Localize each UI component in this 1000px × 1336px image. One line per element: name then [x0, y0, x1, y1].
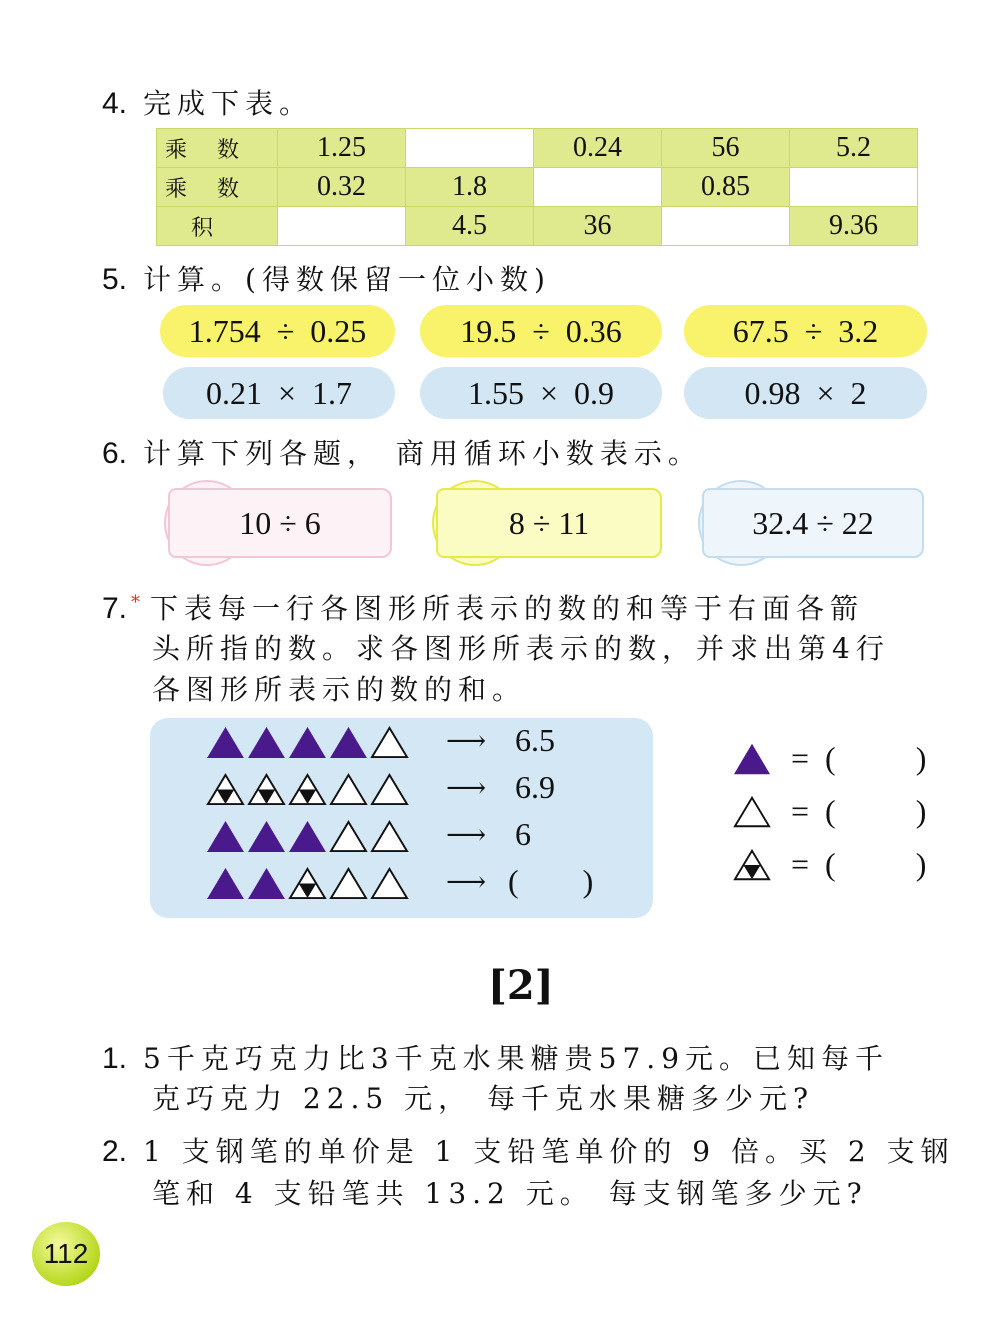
shape-row: [206, 820, 411, 853]
q7-line-2: 头所指的数。求各图形所表示的数，并求出第4行: [152, 632, 890, 665]
answer-blank: = ( ): [791, 793, 927, 829]
table-cell: 5.2: [790, 129, 918, 168]
purple-triangle-icon: [247, 820, 286, 853]
answer-line: [733, 793, 926, 830]
q5-item: 1.55 × 0.9: [420, 367, 662, 419]
table-cell: 36: [534, 207, 662, 246]
blank-cell: [278, 207, 406, 246]
q6-key-yellow: 8 ÷ 11: [436, 488, 662, 558]
white-triangle-icon: [733, 795, 771, 829]
p2-line-1: 2. 1 支钢笔的单价是 1 支铅笔单价的 9 倍。买 2 支钢: [102, 1135, 955, 1168]
shape-row: [206, 726, 411, 759]
purple-triangle-icon: [247, 726, 286, 759]
row-sum: ( ): [508, 863, 594, 899]
table-row: [157, 207, 918, 246]
page-number: 112: [32, 1222, 100, 1286]
split-triangle-icon: [733, 848, 771, 882]
table-cell: 0.24: [534, 129, 662, 168]
shape-row: [206, 867, 411, 900]
purple-triangle-icon: [247, 867, 286, 900]
white-triangle-icon: [370, 773, 409, 806]
purple-triangle-icon: [206, 726, 245, 759]
table-row: [157, 129, 918, 168]
arrow-icon: ⟶: [446, 771, 487, 804]
purple-triangle-icon: [206, 820, 245, 853]
white-triangle-icon: [329, 867, 368, 900]
row-sum: 6.5: [515, 722, 555, 758]
q4-heading: 4. 完成下表。: [102, 87, 314, 120]
arrow-icon: ⟶: [446, 865, 487, 898]
q6-key-blue: 32.4 ÷ 22: [702, 488, 924, 558]
answer-blank: = ( ): [791, 846, 927, 882]
white-triangle-icon: [370, 867, 409, 900]
answer-line: [733, 740, 926, 777]
p1-line-1: 1. 5千克巧克力比3千克水果糖贵57.9元。已知每千: [102, 1042, 890, 1075]
q6-key-pink: 10 ÷ 6: [168, 488, 392, 558]
row-sum: 6: [515, 816, 531, 852]
answer-line: [733, 846, 926, 883]
table-cell: 0.85: [662, 168, 790, 207]
q7-line-1: 7. * 下表每一行各图形所表示的数的和等于右面各箭: [102, 591, 865, 625]
row-label: 积: [157, 207, 278, 246]
white-triangle-icon: [329, 773, 368, 806]
table-cell: 0.32: [278, 168, 406, 207]
q5-item: 1.754 ÷ 0.25: [160, 305, 395, 357]
q7-shape-table: [150, 718, 653, 918]
blank-cell: [406, 129, 534, 168]
table-row: [157, 168, 918, 207]
blank-cell: [662, 207, 790, 246]
table-cell: 1.8: [406, 168, 534, 207]
q5-item: 67.5 ÷ 3.2: [684, 305, 927, 357]
row-label: 乘数: [157, 168, 278, 207]
q5-item: 19.5 ÷ 0.36: [420, 305, 662, 357]
q5-item: 0.21 × 1.7: [163, 367, 395, 419]
q5-heading: 5. 计算。(得数保留一位小数): [102, 263, 551, 296]
white-triangle-icon: [329, 820, 368, 853]
table-cell: 4.5: [406, 207, 534, 246]
row-sum: 6.9: [515, 769, 555, 805]
purple-triangle-icon: [206, 867, 245, 900]
blank-cell: [534, 168, 662, 207]
split-triangle-icon: [288, 867, 327, 900]
purple-triangle-icon: [733, 742, 771, 776]
p1-line-2: 克巧克力 22.5 元， 每千克水果糖多少元?: [152, 1082, 815, 1115]
section-title: [2]: [488, 962, 554, 1009]
purple-triangle-icon: [288, 820, 327, 853]
answer-blank: = ( ): [791, 740, 927, 776]
row-label: 乘数: [157, 129, 278, 168]
purple-triangle-icon: [329, 726, 368, 759]
shape-row: [206, 773, 411, 806]
arrow-icon: ⟶: [446, 724, 487, 757]
q6-heading: 6. 计算下列各题， 商用循环小数表示。: [102, 437, 702, 470]
q5-item: 0.98 × 2: [684, 367, 927, 419]
q7-line-3: 各图形所表示的数的和。: [152, 673, 527, 706]
split-triangle-icon: [288, 773, 327, 806]
arrow-icon: ⟶: [446, 818, 487, 851]
split-triangle-icon: [247, 773, 286, 806]
blank-cell: [790, 168, 918, 207]
white-triangle-icon: [370, 726, 409, 759]
white-triangle-icon: [370, 820, 409, 853]
table-cell: 9.36: [790, 207, 918, 246]
purple-triangle-icon: [288, 726, 327, 759]
split-triangle-icon: [206, 773, 245, 806]
table-cell: 56: [662, 129, 790, 168]
table-cell: 1.25: [278, 129, 406, 168]
p2-line-2: 笔和 4 支铅笔共 13.2 元。 每支钢笔多少元?: [152, 1177, 868, 1210]
q4-table: [156, 128, 918, 246]
